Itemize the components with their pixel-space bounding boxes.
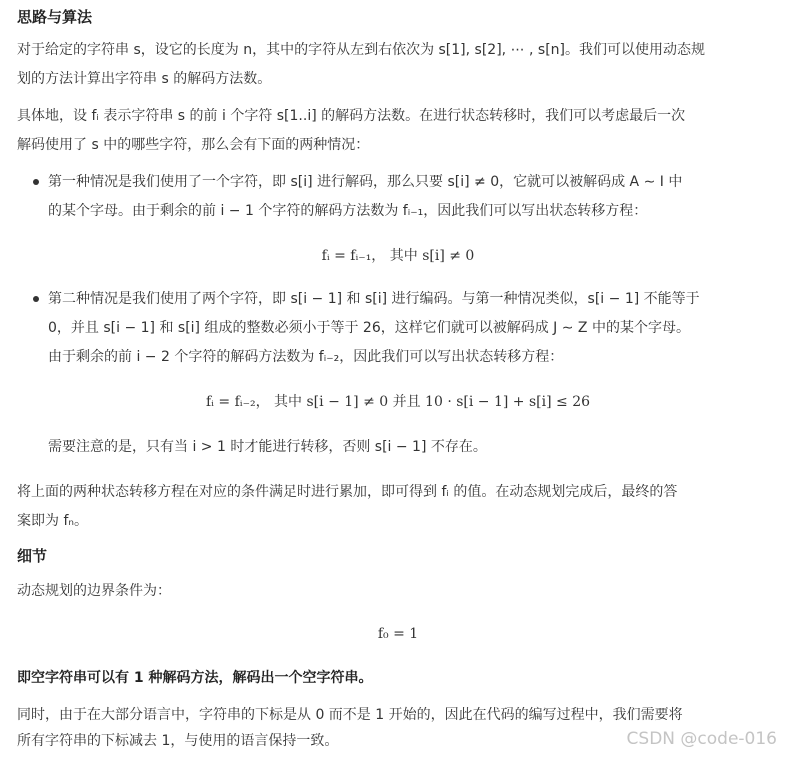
paragraph-intro-line2: 划的方法计算出字符串 s 的解码方法数。 [17, 71, 272, 87]
case2-note: 需要注意的是，只有当 i > 1 时才能进行转移，否则 s[i − 1] 不存在。 [48, 439, 487, 455]
case2-line1: 第二种情况是我们使用了两个字符，即 s[i − 1] 和 s[i] 进行编码。与第一种情况类似，s[i − 1] 不能等于 [48, 291, 700, 307]
paragraph-intro-line1: 对于给定的字符串 s，设它的长度为 n，其中的字符从左到右依次为 s[1], s[2], ⋯ , s[n]。我们可以使用动态规 [17, 42, 706, 58]
paragraph-conclusion-line1: 将上面的两种状态转移方程在对应的条件满足时进行累加，即可得到 fᵢ 的值。在动态规划完成后，最终的答 [17, 484, 678, 500]
case1-line1: 第一种情况是我们使用了一个字符，即 s[i] 进行解码，那么只要 s[i] ≠ 0，它就可以被解码成 A ∼ I 中 [48, 174, 683, 190]
paragraph-boundary: 动态规划的边界条件为： [17, 583, 171, 599]
case1-line2: 的某个字母。由于剩余的前 i − 1 个字符的解码方法数为 fᵢ₋₁，因此我们可以写出状态转移方程： [48, 203, 648, 219]
bullet-case1 [33, 179, 39, 185]
formula-case2: fᵢ = fᵢ₋₂， 其中 s[i − 1] ≠ 0 并且 10 · s[i − 1] + s[i] ≤ 26 [205, 394, 591, 410]
paragraph-definition-line1: 具体地，设 fᵢ 表示字符串 s 的前 i 个字符 s[1..i] 的解码方法数。在进行状态转移时，我们可以考虑最后一次 [17, 108, 686, 124]
paragraph-conclusion-line2: 案即为 fₙ。 [17, 513, 88, 529]
paragraph-index-line1: 同时，由于在大部分语言中，字符串的下标是从 0 而不是 1 开始的，因此在代码的编写过程中，我们需要将 [17, 707, 683, 723]
paragraph-definition-line2: 解码使用了 s 中的哪些字符，那么会有下面的两种情况： [17, 137, 370, 153]
bullet-case2 [33, 296, 39, 302]
formula-case1: fᵢ = fᵢ₋₁， 其中 s[i] ≠ 0 [321, 248, 475, 264]
section-heading-approach: 思路与算法 [17, 8, 93, 26]
case2-line3: 由于剩余的前 i − 2 个字符的解码方法数为 fᵢ₋₂，因此我们可以写出状态转移方程： [48, 349, 564, 365]
case2-line2: 0，并且 s[i − 1] 和 s[i] 组成的整数必须小于等于 26，这样它们就可以被解码成 J ∼ Z 中的某个字母。 [48, 320, 690, 336]
paragraph-index-line2: 所有字符串的下标减去 1，与使用的语言保持一致。 [17, 733, 339, 749]
csdn-watermark: CSDN @code-016 [626, 729, 777, 749]
formula-boundary: f₀ = 1 [377, 626, 419, 642]
paragraph-bold-empty-string: 即空字符串可以有 1 种解码方法，解码出一个空字符串。 [17, 670, 373, 686]
section-heading-details: 细节 [17, 547, 48, 565]
